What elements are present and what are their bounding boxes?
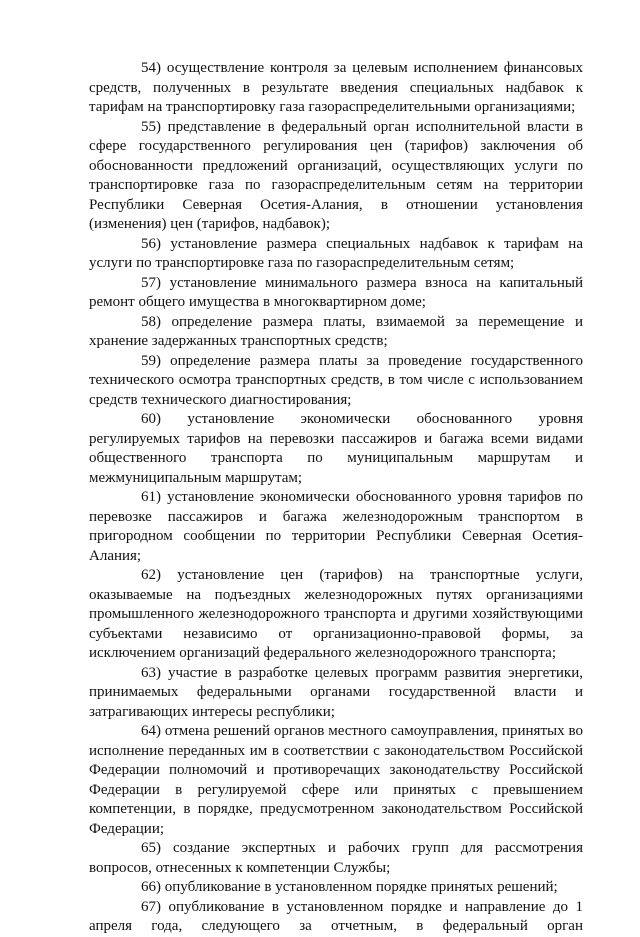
list-item-62: 62) установление цен (тарифов) на транспортные услуги, оказываемые на подъездных железнодорожных путях организациями промышленного железнодорожного транспорта и другими хозяйствующими субъектами независимо от организационно-правовой формы, за исключением организаций федерального железнодорожного транспорта;: [89, 567, 583, 661]
list-item-60: 60) установление экономически обоснованного уровня регулируемых тарифов на перевозки пассажиров и багажа всеми видами общественного транспорта по муниципальным маршрутам и межмуниципальным маршрутам;: [89, 411, 583, 486]
list-item-59: 59) определение размера платы за проведение государственного технического осмотра транспортных средств, в том числе с использованием средств технического диагностирования;: [89, 352, 583, 408]
list-item-66: 66) опубликование в установленном порядке принятых решений;: [141, 879, 558, 895]
list-item-64: 64) отмена решений органов местного самоуправления, принятых во исполнение переданных им в соответствии с законодательством Российской Федерации полномочий и противоречащих законодательству Российской Федерации в регулируемой сфере или принятых с превышением компетенции, в порядке, предусмотренном законодательством Российской Федерации;: [89, 723, 583, 837]
list-item-57: 57) установление минимального размера взноса на капитальный ремонт общего имущества в многоквартирном доме;: [89, 274, 583, 310]
list-item-65: 65) создание экспертных и рабочих групп для рассмотрения вопросов, отнесенных к компетенции Службы;: [89, 840, 583, 876]
list-item-58: 58) определение размера платы, взимаемой за перемещение и хранение задержанных транспортных средств;: [89, 313, 583, 349]
list-item-67: 67) опубликование в установленном порядке и направление до 1 апреля года, следующего за отчетным, в федеральный орган: [89, 898, 583, 934]
list-item-54: 54) осуществление контроля за целевым исполнением финансовых средств, полученных в результате введения специальных надбавок к тарифам на транспортировку газа газораспределительными организациями;: [89, 60, 583, 115]
list-item-56: 56) установление размера специальных надбавок к тарифам на услуги по транспортировке газа по газораспределительным сетям;: [89, 235, 583, 271]
list-item-55: 55) представление в федеральный орган исполнительной власти в сфере государственного регулирования цен (тарифов) заключения об обоснованности предложений организаций, осуществляющих услуги по транспортировке газа по газораспределительным сетям на территории Республики Северная Осетия-Алания, в отношении установления (изменения) цен (тарифов, надбавок);: [89, 118, 583, 232]
list-item-63: 63) участие в разработке целевых программ развития энергетики, принимаемых федеральными органами государственной власти и затрагивающих интересы республики;: [89, 664, 583, 720]
list-item-61: 61) установление экономически обоснованного уровня тарифов по перевозке пассажиров и багажа железнодорожным транспортом в пригородном сообщении по территории Республики Северная Осетия-Алания;: [89, 489, 583, 564]
document-page: [89, 59, 583, 937]
